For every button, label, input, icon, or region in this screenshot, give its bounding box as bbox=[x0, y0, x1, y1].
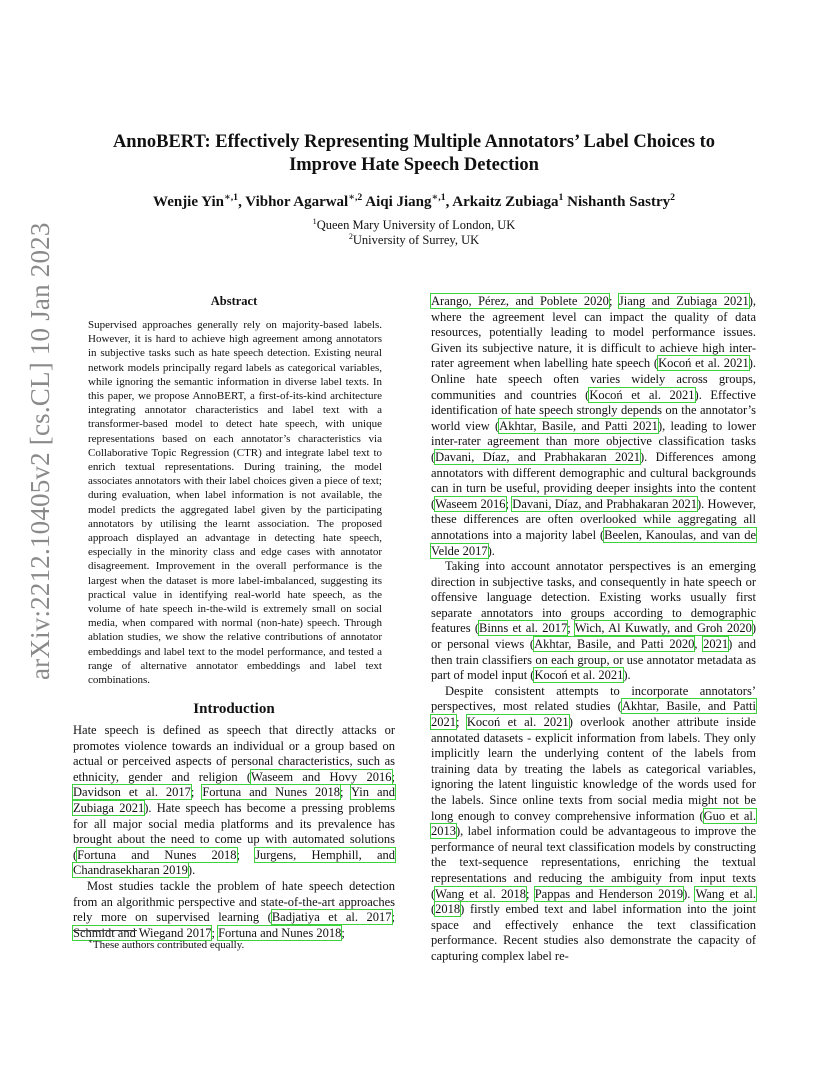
arxiv-identifier-stamp bbox=[22, 222, 58, 680]
body-paragraph: Hate speech is defined as speech that directly attacks or promotes violence towards an individual or a group based on actual or perceived aspects of personal characteristics, such as ethnicity, gender and religion (Waseem and Hovy 2016; Davidson et al. 2017; Fortuna and Nunes 2018; Yin and Zubiaga 2021). Hate speech has become a pressing problems for all major social media platforms and its prevalence has brought about the need to come up with automated solutions (Fortuna and Nunes 2018; Jurgens, Hemphill, and Chandrasekharan 2019). bbox=[73, 723, 395, 878]
footnote bbox=[88, 938, 244, 952]
body-paragraph: Taking into account annotator perspectives is an emerging direction in subjective tasks, and consequently in hate speech or offensive language detection. Existing works usually first separate annotators into groups according to demographic features (Binns et al. 2017; Wich, Al Kuwatly, and Groh 2020) or personal views (Akhtar, Basile, and Patti 2020, 2021) and then train classifiers on each group, or use annotator metadata as part of model input (Kocoń et al. 2021). bbox=[431, 559, 757, 683]
citation-link[interactable]: Akhtar, Basile, and Patti 2020 bbox=[534, 637, 695, 652]
citation-link[interactable]: Akhtar, Basile, and Patti 2021 bbox=[431, 699, 757, 730]
affiliations bbox=[90, 218, 738, 248]
author: Arkaitz Zubiaga$^1$ bbox=[452, 192, 564, 210]
citation-link[interactable]: Beelen, Kanoulas, and van de Velde 2017 bbox=[431, 527, 756, 558]
citation-link[interactable]: Davani, Díaz, and Prabhakaran 2021 bbox=[435, 449, 640, 464]
citation-link[interactable]: Guo et al. 2013 bbox=[431, 808, 756, 839]
citation-link[interactable]: Davani, Díaz, and Prabhakaran 2021 bbox=[512, 496, 697, 511]
introduction-heading: Introduction bbox=[193, 701, 275, 717]
arxiv-stamp-text: arXiv:2212.10405v2 [cs.CL] 10 Jan 2023 bbox=[25, 222, 55, 680]
footnote-divider bbox=[73, 930, 137, 931]
citation-link[interactable]: Yin and Zubiaga 2021 bbox=[73, 785, 395, 815]
affiliation: $^1$Queen Mary University of London, UK bbox=[312, 216, 516, 232]
citation-link[interactable]: Arango, Pérez, and Poblete 2020 bbox=[431, 294, 609, 308]
citation-link[interactable]: Jurgens, Hemphill, and Chandrasekharan 2019 bbox=[73, 847, 395, 878]
title-line-2: Improve Hate Speech Detection bbox=[289, 155, 539, 175]
citation-link[interactable]: Wang et al. bbox=[695, 886, 757, 901]
author: Nishanth Sastry$^2$ bbox=[567, 192, 675, 210]
citation-link[interactable]: Schmidt and Wiegand 2017 bbox=[73, 925, 212, 940]
citation-link[interactable]: Fortuna and Nunes 2018 bbox=[202, 785, 340, 800]
right-column-body bbox=[431, 294, 756, 965]
citation-link[interactable]: Kocoń et al. 2021 bbox=[466, 715, 569, 730]
abstract-body: Supervised approaches generally rely on majority-based labels. However, it is hard to achieve high agreement among annotators in subjective tasks such as hate speech detection. Existing neural network models principally regard labels as categorical variables, while ignoring the semantic information in diverse label texts. In this paper, we propose AnnoBERT, a first-of-its-kind architecture integrating annotator characteristics and label text with a transformer-based model to detect hate speech, with unique representations based on each annotator’s characteristics via Collaborative Topic Regression (CTR) and integrate label text to enrich textual representations. During training, the model associates annotators with their label choices given a piece of text; during evaluation, when label information is not available, the model predicts the aggregated label given by the participating annotators by utilising the learnt association. The proposed approach displayed an advantage in detecting hate speech, especially in the minority class and edge cases with annotator disagreement. Improvement in the overall performance is the largest when the dataset is more label-imbalanced, suggesting its practical value in identifying real-world hate speech, as the volume of hate speech in-the-wild is extremely small on social media, when compared with normal (non-hate) speech. Through ablation studies, we show the relative contributions of annotator embeddings and label text to the model performance, and tested a range of alternative annotator embeddings and label text combinations. bbox=[88, 319, 382, 687]
citation-link[interactable]: Davidson et al. 2017 bbox=[73, 785, 191, 800]
affiliation: $^2$University of Surrey, UK bbox=[348, 231, 480, 247]
citation-link[interactable]: Kocoń et al. 2021 bbox=[589, 387, 695, 402]
body-paragraph: Most studies tackle the problem of hate speech detection from an algorithmic perspective and state-of-the-art approaches rely more on supervised learning (Badjatiya et al. 2017; Schmidt and Wiegand 2017; Fortuna and Nunes 2018; bbox=[73, 878, 395, 940]
body-paragraph: Despite consistent attempts to incorporate annotators’ perspectives, most related studies (Akhtar, Basile, and Patti 2021; Kocoń et al. 2021) overlook another attribute inside annotated datasets - explicit information from labels. They only implicitly learn the underlying content of the labels from training data by treating the labels as categorical variables, ignoring the latent linguistic knowledge of the words used for the labels. Since online texts from social media might not be long enough to convey comprehensive information (Guo et al. 2013), label information could be advantageous to improve the performance of neural text classification models by constructing the text-sequence representations, enriching the textual representations and reducing the ambiguity from input texts (Wang et al. 2018; Pappas and Henderson 2019). Wang et al. (2018) firstly embed text and label information into the joint space and effectively enhance the text classification performance. Recent studies also demonstrate the capacity of capturing complex label re- bbox=[431, 683, 757, 963]
footnote-mark: ∗ bbox=[88, 937, 93, 946]
author: Aiqi Jiang$^{∗,1}$ bbox=[365, 192, 446, 210]
citation-link[interactable]: Kocoń et al. 2021 bbox=[658, 356, 749, 371]
paper-title bbox=[90, 131, 738, 177]
citation-link[interactable]: Jiang and Zubiaga 2021 bbox=[618, 294, 749, 308]
citation-link[interactable]: Wang et al. 2018 bbox=[435, 886, 526, 901]
abstract-heading: Abstract bbox=[210, 294, 258, 308]
title-line-1: AnnoBERT: Effectively Representing Multiple Annotators’ Label Choices to bbox=[112, 132, 716, 152]
citation-link[interactable]: Fortuna and Nunes 2018 bbox=[77, 847, 237, 862]
author-list: Wenjie Yin$^{∗,1}$, Vibhor Agarwal$^{∗,2}$ Aiqi Jiang$^{∗,1}$, Arkaitz Zubiaga$^1$ Nishanth Sastry$^2$ bbox=[153, 192, 675, 210]
citation-link[interactable]: Binns et al. 2017 bbox=[479, 621, 568, 636]
citation-link[interactable]: Waseem and Hovy 2016 bbox=[251, 769, 392, 784]
citation-link[interactable]: Kocoń et al. 2021 bbox=[534, 668, 624, 683]
body-paragraph: Arango, Pérez, and Poblete 2020; Jiang and Zubiaga 2021), where the agreement level can impact the quality of data resources, potentially leading to model performance issues. Given its subjective nature, it is difficult to achieve high inter-rater agreement when labelling hate speech (Kocoń et al. 2021). Online hate speech often varies widely across groups, communities and countries (Kocoń et al. 2021). Effective identification of hate speech strongly depends on the annotator’s world view (Akhtar, Basile, and Patti 2021), leading to lower inter-rater agreement than more objective classification tasks (Davani, Díaz, and Prabhakaran 2021). Differences among annotators with different demographic and cultural backgrounds can in turn be useful, providing deeper insights into the content (Waseem 2016; Davani, Díaz, and Prabhakaran 2021). However, these differences are often overlooked while aggregating all annotations into a majority label (Beelen, Kanoulas, and van de Velde 2017). bbox=[431, 294, 757, 558]
citation-link[interactable]: Wich, Al Kuwatly, and Groh 2020 bbox=[574, 621, 752, 636]
left-column-body bbox=[73, 723, 395, 941]
author: Vibhor Agarwal$^{∗,2}$ bbox=[245, 192, 363, 210]
citation-link[interactable]: 2018 bbox=[435, 902, 461, 917]
author: Wenjie Yin$^{∗,1}$ bbox=[153, 192, 239, 210]
citation-link[interactable]: 2021 bbox=[703, 637, 729, 652]
citation-link[interactable]: Fortuna and Nunes 2018 bbox=[218, 925, 342, 940]
footnote-text: These authors contributed equally. bbox=[92, 939, 245, 951]
citation-link[interactable]: Waseem 2016 bbox=[435, 496, 506, 511]
citation-link[interactable]: Akhtar, Basile, and Patti 2021 bbox=[499, 418, 658, 433]
citation-link[interactable]: Badjatiya et al. 2017 bbox=[271, 910, 392, 925]
citation-link[interactable]: Pappas and Henderson 2019 bbox=[534, 886, 684, 901]
